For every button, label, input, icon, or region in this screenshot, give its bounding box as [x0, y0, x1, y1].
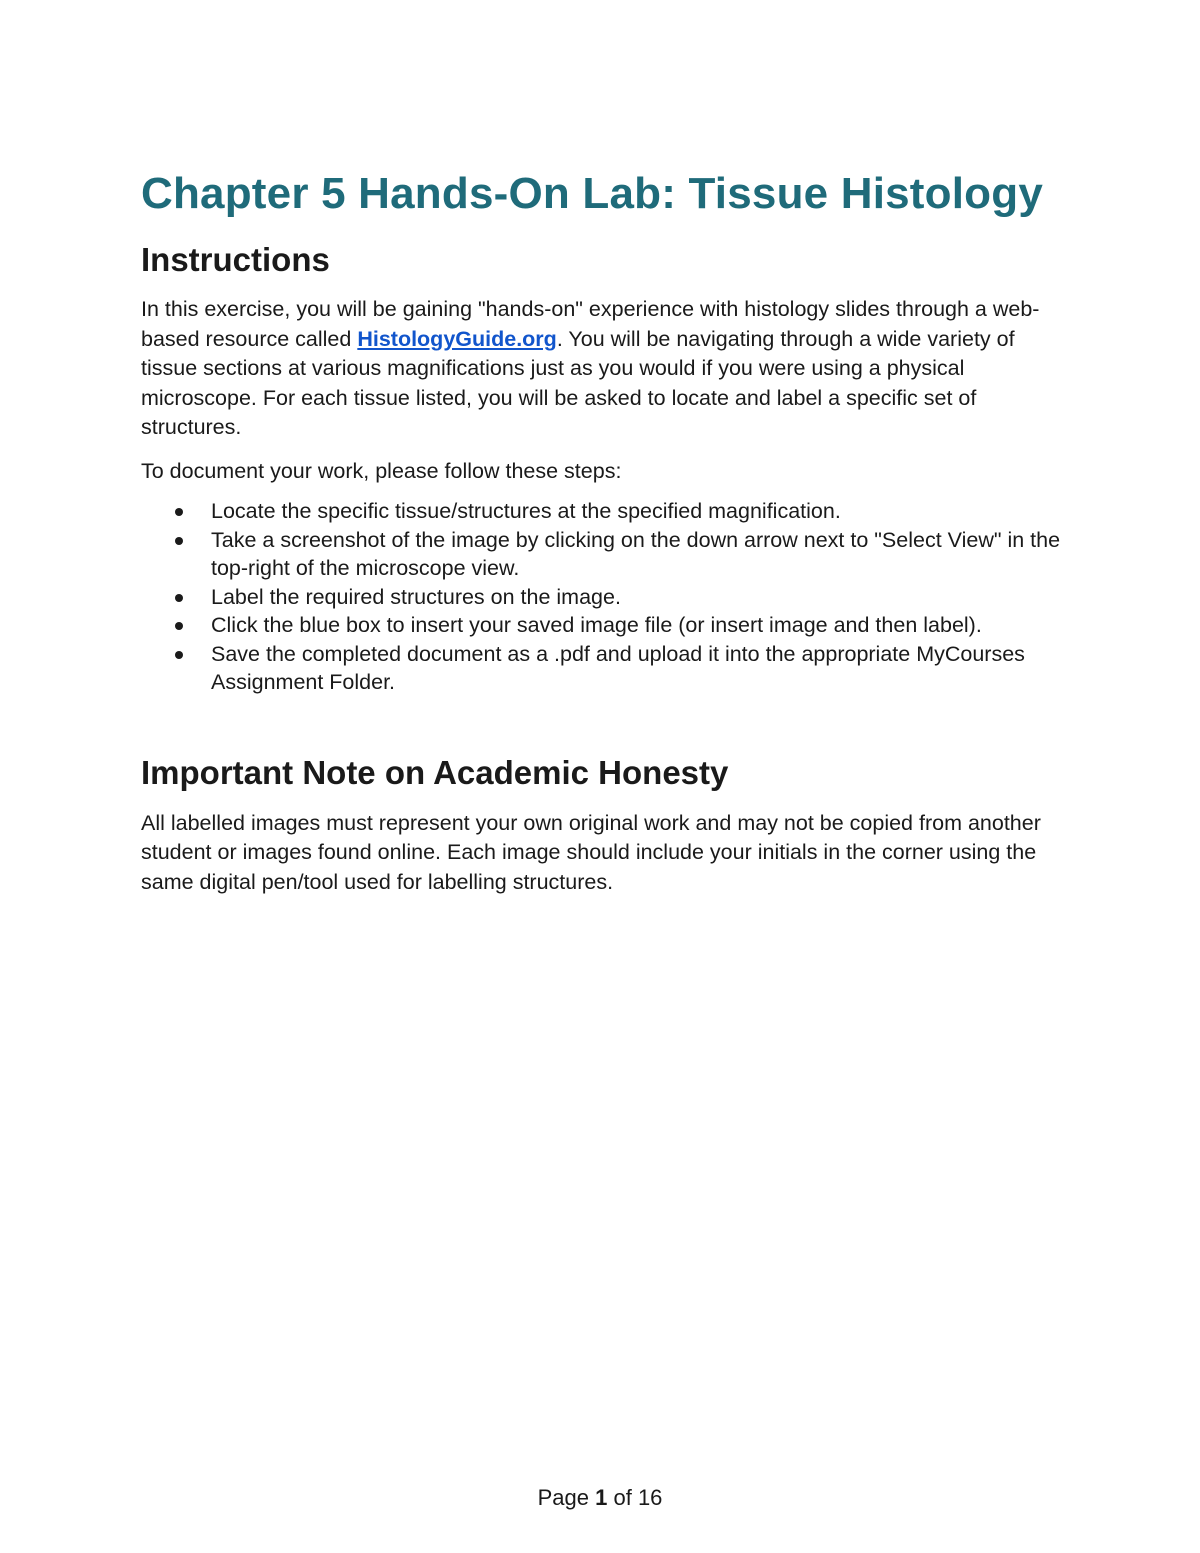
- step-text: Click the blue box to insert your saved image file (or insert image and then label).: [211, 613, 982, 637]
- page-footer: [0, 1484, 1200, 1512]
- academic-honesty-heading: Important Note on Academic Honesty: [141, 753, 729, 791]
- intro-text-after-link: . You will be navigating through a wide variety of tissue sections at various magnifications just as you would if you were using a physical microscope. For each tissue listed, you will be asked to locate and label a specific set of structures.: [141, 326, 1015, 439]
- footer-of-label: of: [613, 1485, 632, 1510]
- list-item: [141, 497, 1071, 526]
- page-content: [141, 166, 1071, 897]
- instructions-heading: Instructions: [141, 241, 330, 278]
- footer-page-label: Page: [537, 1485, 589, 1510]
- bullet-icon: [175, 508, 183, 516]
- list-item: [141, 526, 1071, 583]
- list-item: [141, 583, 1071, 612]
- bullet-icon: [175, 594, 183, 602]
- intro-text-before-link: In this exercise, you will be gaining "hands-on" experience with histology slides through a web-based resource called: [141, 297, 1040, 351]
- histologyguide-link[interactable]: HistologyGuide.org: [357, 326, 557, 351]
- bullet-icon: [175, 651, 183, 659]
- step-text: Label the required structures on the image.: [211, 584, 621, 609]
- steps-list: [141, 497, 1071, 697]
- footer-total-pages: 16: [637, 1485, 663, 1510]
- step-text: Locate the specific tissue/structures at the specified magnification.: [211, 499, 841, 523]
- bullet-icon: [175, 622, 183, 630]
- footer-current-page: 1: [595, 1485, 608, 1510]
- step-text: Take a screenshot of the image by clicking on the down arrow next to "Select View" in the top-right of the microscope view.: [211, 527, 1061, 580]
- step-text: Save the completed document as a .pdf and upload it into the appropriate MyCourses Assignment Folder.: [211, 641, 1025, 694]
- academic-honesty-paragraph: All labelled images must represent your own original work and may not be copied from another student or images found online. Each image should include your initials in the corner using the same digital pen/tool used for labelling structures.: [141, 810, 1041, 894]
- steps-intro: To document your work, please follow these steps:: [141, 458, 622, 483]
- document-title: Chapter 5 Hands-On Lab: Tissue Histology: [141, 169, 1043, 218]
- list-item: [141, 611, 1071, 640]
- bullet-icon: [175, 537, 183, 545]
- instructions-intro-paragraph: [141, 295, 1071, 443]
- list-item: [141, 640, 1071, 697]
